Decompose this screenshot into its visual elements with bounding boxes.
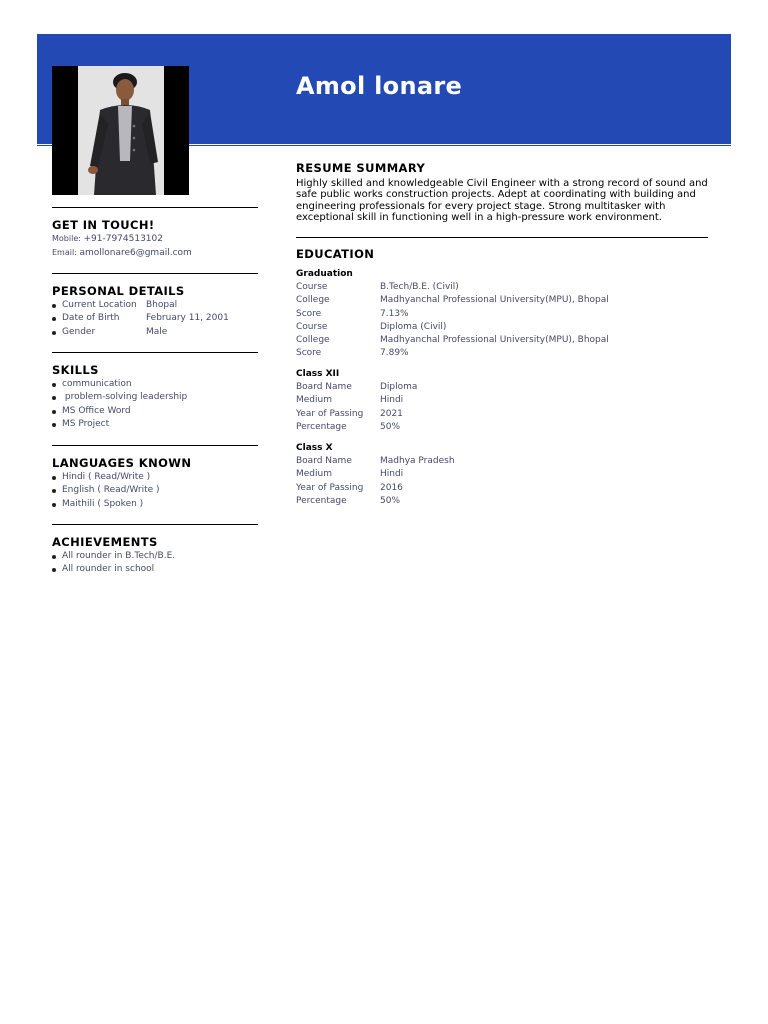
personal-details-list xyxy=(52,299,229,339)
field-value: Hindi xyxy=(380,469,404,480)
mobile-number: +91-7974513102 xyxy=(83,234,163,244)
field-value: 7.89% xyxy=(380,348,409,359)
field-value: B.Tech/B.E. (Civil) xyxy=(380,282,459,292)
photo-background xyxy=(78,66,164,195)
graduation-title: Graduation xyxy=(296,269,353,279)
class-xii-title: Class XII xyxy=(296,369,340,379)
field-label: College xyxy=(296,295,330,306)
table-row xyxy=(296,455,455,468)
email-label: Email: xyxy=(52,248,77,257)
table-row xyxy=(296,347,609,360)
table-row xyxy=(296,334,609,347)
person-figure-icon xyxy=(78,66,164,195)
field-label: Course xyxy=(296,321,328,332)
field-label: Year of Passing xyxy=(296,482,364,493)
list-item: MS Project xyxy=(52,418,187,431)
mobile-line xyxy=(52,234,163,244)
field-value: 2016 xyxy=(380,482,403,493)
detail-value: February 11, 2001 xyxy=(146,313,229,324)
detail-label: Current Location xyxy=(62,300,137,310)
table-row xyxy=(296,321,609,334)
profile-photo xyxy=(52,66,189,195)
field-label: Percentage xyxy=(296,421,347,432)
field-value: 2021 xyxy=(380,408,403,419)
contact-title: GET IN TOUCH! xyxy=(52,218,155,232)
divider xyxy=(52,445,258,446)
summary-text: Highly skilled and knowledgeable Civil Engineer with a strong record of sound and safe public works construction projects. Adept at coordinating with building and engineering professionals for every project stage. Strong multitasker with exceptional skill in functioning well in a high-pressure work environment. xyxy=(296,178,708,223)
field-label: Score xyxy=(296,308,322,319)
field-label: Medium xyxy=(296,395,332,406)
table-row xyxy=(296,495,455,508)
divider xyxy=(52,207,258,208)
table-row xyxy=(296,308,609,321)
table-row xyxy=(296,482,455,495)
field-value: Madhyanchal Professional University(MPU), Bhopal xyxy=(380,335,609,346)
field-value: 50% xyxy=(380,495,401,506)
list-item: Maithili ( Spoken ) xyxy=(52,498,160,511)
skills-list xyxy=(52,378,187,431)
table-row xyxy=(296,394,417,407)
field-label: Percentage xyxy=(296,495,347,506)
divider xyxy=(296,237,708,238)
divider xyxy=(52,352,258,353)
list-item xyxy=(52,299,229,312)
field-label: College xyxy=(296,335,330,346)
table-row xyxy=(296,408,417,421)
achievements-list xyxy=(52,550,175,577)
summary-title: RESUME SUMMARY xyxy=(296,161,426,175)
field-label: Year of Passing xyxy=(296,408,364,419)
table-row xyxy=(296,421,417,434)
education-title: EDUCATION xyxy=(296,247,375,261)
list-item: All rounder in school xyxy=(52,563,175,576)
detail-value: Bhopal xyxy=(146,300,178,310)
languages-list xyxy=(52,471,160,511)
list-item xyxy=(52,312,229,325)
email-line xyxy=(52,248,192,258)
email-address[interactable]: amollonare6@gmail.com xyxy=(79,248,192,258)
table-row xyxy=(296,381,417,394)
table-row xyxy=(296,468,455,481)
field-value: 7.13% xyxy=(380,308,409,319)
field-value: Diploma (Civil) xyxy=(380,321,447,332)
list-item: All rounder in B.Tech/B.E. xyxy=(52,550,175,563)
list-item: English ( Read/Write ) xyxy=(52,484,160,497)
class-x-title: Class X xyxy=(296,443,333,453)
list-item: communication xyxy=(52,378,187,391)
table-row xyxy=(296,294,609,307)
field-label: Board Name xyxy=(296,382,352,392)
class-x-details xyxy=(296,455,455,508)
detail-label: Gender xyxy=(62,326,96,337)
list-item: problem-solving leadership xyxy=(52,391,187,404)
field-label: Board Name xyxy=(296,456,352,466)
field-label: Course xyxy=(296,282,328,292)
skills-title: SKILLS xyxy=(52,363,99,377)
candidate-name: Amol lonare xyxy=(296,72,463,100)
list-item xyxy=(52,326,229,339)
detail-value: Male xyxy=(146,326,168,337)
achievements-title: ACHIEVEMENTS xyxy=(52,535,158,549)
field-label: Score xyxy=(296,348,322,359)
field-value: Hindi xyxy=(380,395,404,406)
field-value: Madhya Pradesh xyxy=(380,456,455,466)
divider xyxy=(52,524,258,525)
field-value: Diploma xyxy=(380,382,418,392)
table-row xyxy=(296,281,609,294)
personal-details-title: PERSONAL DETAILS xyxy=(52,284,185,298)
field-value: 50% xyxy=(380,421,401,432)
detail-label: Date of Birth xyxy=(62,313,120,324)
class-xii-details xyxy=(296,381,417,434)
list-item: Hindi ( Read/Write ) xyxy=(52,471,160,484)
field-value: Madhyanchal Professional University(MPU), Bhopal xyxy=(380,295,609,306)
mobile-label: Mobile: xyxy=(52,234,81,243)
languages-title: LANGUAGES KNOWN xyxy=(52,456,192,470)
field-label: Medium xyxy=(296,469,332,480)
divider xyxy=(52,273,258,274)
graduation-details xyxy=(296,281,609,361)
list-item: MS Office Word xyxy=(52,405,187,418)
